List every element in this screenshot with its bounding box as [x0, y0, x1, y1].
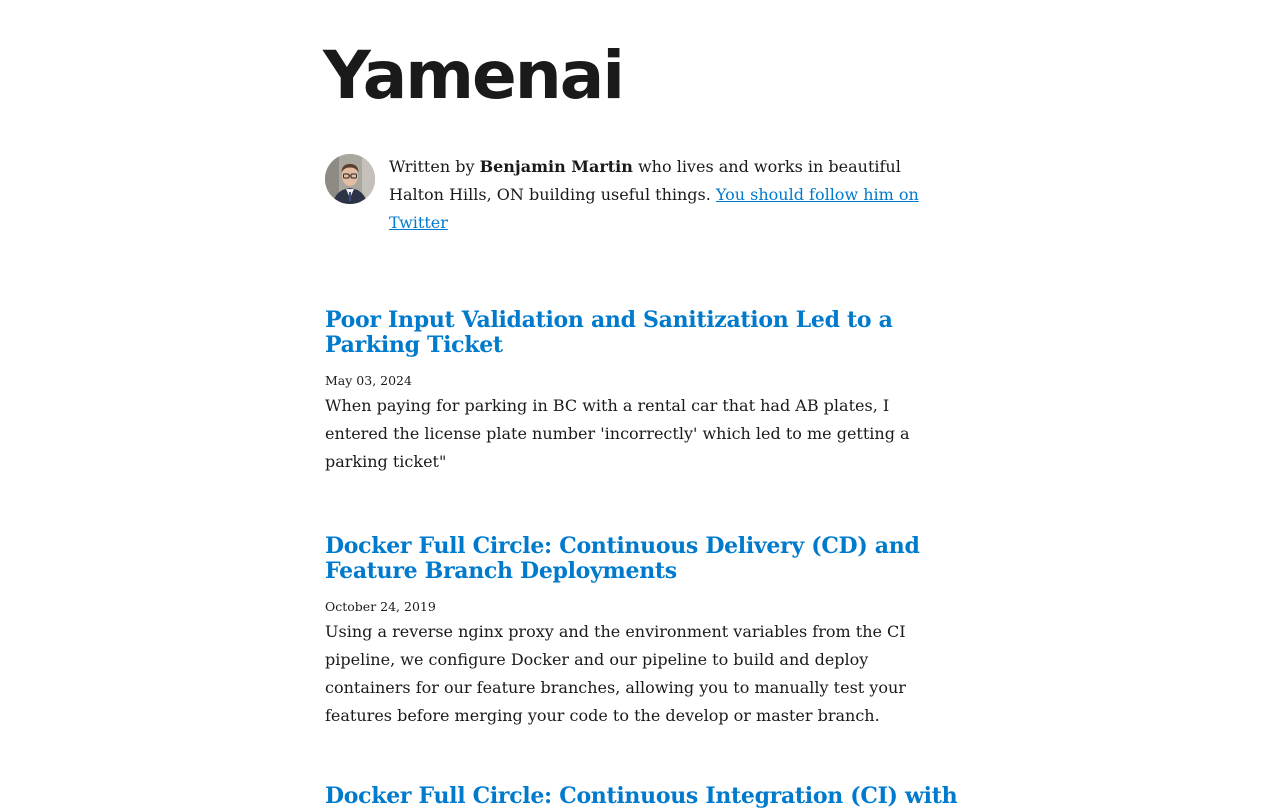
- author-bio: [325, 154, 945, 254]
- post-item: [325, 783, 958, 809]
- post-title-link[interactable]: Docker Full Circle: Continuous Integration (CI) with: [325, 783, 958, 809]
- post-date: October 24, 2019: [325, 599, 436, 614]
- post-item: [325, 308, 945, 476]
- avatar-image: [325, 154, 375, 204]
- bio-prefix: Written by: [389, 157, 480, 176]
- bio-text: [389, 153, 945, 237]
- post-item: [325, 534, 945, 730]
- post-title-link[interactable]: Poor Input Validation and Sanitization Led to a Parking Ticket: [325, 307, 893, 358]
- bio-suffix: who lives and works in beautiful Halton Hills, ON building useful things.: [389, 157, 901, 204]
- site-title[interactable]: Yamenai: [323, 37, 623, 114]
- post-date: May 03, 2024: [325, 373, 412, 388]
- author-avatar-icon: [325, 154, 375, 204]
- post-excerpt: When paying for parking in BC with a rental car that had AB plates, I entered the license plate number 'incorrectly' which led to me getting a parking ticket": [325, 396, 910, 471]
- post-excerpt: Using a reverse nginx proxy and the environment variables from the CI pipeline, we configure Docker and our pipeline to build and deploy containers for our feature branches, allowing you to manually test your features before merging your code to the develop or master branch.: [325, 622, 906, 725]
- twitter-follow-link[interactable]: You should follow him on Twitter: [389, 185, 919, 232]
- author-name: Benjamin Martin: [479, 157, 633, 176]
- post-title-link[interactable]: Docker Full Circle: Continuous Delivery (CD) and Feature Branch Deployments: [325, 533, 920, 584]
